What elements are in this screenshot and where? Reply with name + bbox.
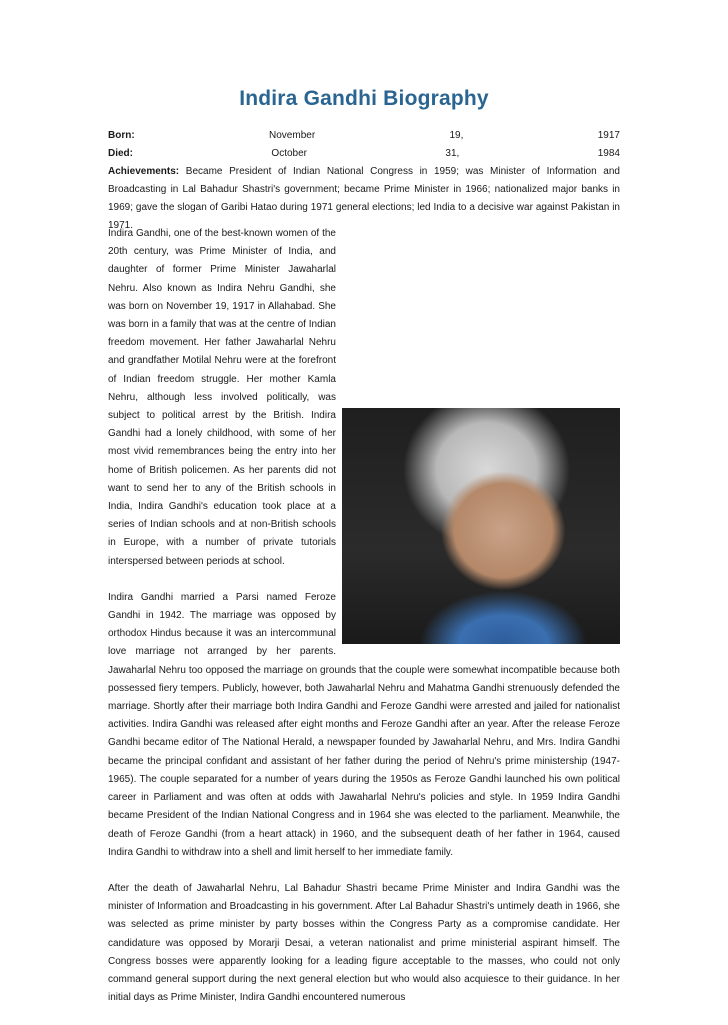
achievements-label: Achievements:: [108, 166, 180, 177]
born-day: 19,: [449, 130, 464, 141]
achievements-text: Became President of Indian National Congress in 1959; was Minister of Information and Broadcasting in Lal Bahadur Shastri's government; became Prime Minister in 1966; nationalized major banks in 1969; gave the slogan of Garibi Hatao during 1971 general elections; led India to a decisive war against Pakistan in 1971.: [108, 166, 620, 231]
died-day: 31,: [445, 148, 460, 159]
died-year: 1984: [597, 148, 620, 159]
born-line: [108, 127, 620, 145]
body-paragraph: Indira Gandhi, one of the best-known women of the 20th century, was Prime Minister of India, and daughter of former Prime Minister Jawaharlal Nehru. Also known as Indira Nehru Gandhi, she was born on November 19, 1917 in Allahabad. She was born in a family that was at the centre of Indian freedom movement. Her father Jawaharlal Nehru and grandfather Motilal Nehru were at the forefront of Indian freedom struggle. Her mother Kamla Nehru, although less involved politically, was subject to political arrest by the British. Indira Gandhi had a lonely childhood, with some of her most vivid remembrances being the entry into her home of British policemen. As her parents did not want to send her to any of the British schools in India, Indira Gandhi's education took place at a series of Indian schools and at non-British schools in Europe, with a number of private tutorials interspersed between periods at school.: [108, 228, 336, 567]
died-month: October: [271, 148, 307, 159]
died-label: Died:: [108, 148, 133, 159]
died-line: [108, 145, 620, 163]
biography-body: [108, 225, 620, 1025]
portrait-photo: [342, 408, 620, 644]
born-month: November: [269, 130, 316, 141]
biography-summary: [108, 127, 620, 235]
body-paragraph: After the death of Jawaharlal Nehru, Lal Bahadur Shastri became Prime Minister and Indira Gandhi was the minister of Information and Broadcasting in his government. After Lal Bahadur Shastri's untimely death in 1966, she was selected as prime minister by party bosses within the Congress Party as a compromise candidate. Her candidature was opposed by Morarji Desai, a veteran nationalist and prime ministerial aspirant himself. The Congress bosses were apparently looking for a leading figure acceptable to the masses, who could not only command general support during the next general election but who would also acquiesce to their guidance. In her initial days as Prime Minister, Indira Gandhi encountered numerous: [108, 882, 620, 1004]
page-title: Indira Gandhi Biography: [239, 87, 489, 110]
born-label: Born:: [108, 130, 135, 141]
born-year: 1917: [597, 130, 620, 141]
body-paragraph: Indira Gandhi married a Parsi named Feroze Gandhi in 1942. The marriage was opposed by orthodox Hindus because it was an intercommunal love marriage not arranged by her parents. Jawaharlal Nehru too opposed the marriage on grounds that the couple were somewhat incompatible because both possessed fiery tempers. Publicly, however, both Jawaharlal Nehru and Mahatma Gandhi strenuously defended the marriage. Shortly after their marriage both Indira Gandhi and Feroze Gandhi were arrested and jailed for nationalist activities. Indira Gandhi was released after eight months and Feroze Gandhi after an year. After the release Feroze Gandhi became editor of The National Herald, a newspaper founded by Jawaharlal Nehru, and Mrs. Indira Gandhi became the principal confidant and assistant of her father during the period of Nehru's prime ministership (1947-1965). The couple separated for a number of years during the 1950s as Feroze Gandhi launched his own political career in Parliament and was often at odds with Jawaharlal Nehru's policies and style. In 1959 Indira Gandhi became President of the Indian National Congress and in 1964 she was elected to the parliament. Meanwhile, the death of Feroze Gandhi (from a heart attack) in 1960, and the subsequent death of her father in 1964, caused Indira Gandhi to withdraw into a shell and limit herself to her immediate family.: [108, 591, 620, 858]
